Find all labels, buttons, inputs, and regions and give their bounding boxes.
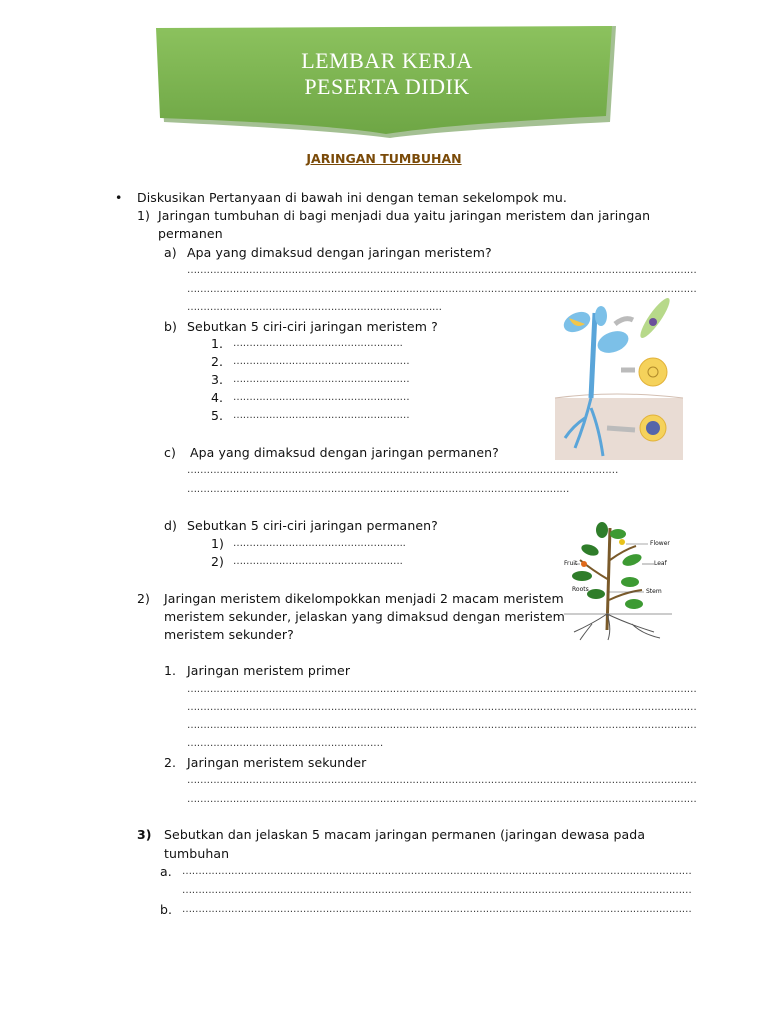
answer-line[interactable]: ………………………………………………………………………………………………………………………………………… [187, 684, 697, 695]
q1a-label: a) [164, 245, 177, 260]
list-number: 1. [211, 336, 224, 351]
answer-line[interactable]: ………………………………………………………………………………………………………………………………………… [187, 265, 697, 276]
answer-line[interactable]: ………………………………………………………………………………………………………………………………………… [182, 866, 692, 877]
q2-1-number: 1. [164, 663, 177, 678]
list-number: 2. [211, 354, 224, 369]
answer-line[interactable]: ………………………………………………………………………………………………………………………………………… [182, 885, 692, 896]
answer-line[interactable]: …………………………………………….. [233, 538, 406, 549]
q2-text-line3: meristem sekunder? [164, 627, 294, 642]
list-number: 2) [211, 554, 225, 569]
answer-line[interactable]: ……………………………………………… [233, 410, 410, 421]
q3a-label: a. [160, 864, 172, 879]
q1d-text: Sebutkan 5 ciri-ciri jaringan permanen? [187, 518, 438, 533]
answer-line[interactable]: ……………………………………………. [233, 556, 403, 567]
answer-line[interactable]: ………………………………………………………………………………………………………………………………………… [187, 775, 697, 786]
q1d-label: d) [164, 518, 178, 533]
q1c-text: Apa yang dimaksud dengan jaringan permanen? [190, 445, 499, 460]
answer-line[interactable]: ………………………………………………………………………………………………………………………………………… [182, 904, 692, 915]
q1-number: 1) [137, 208, 151, 223]
answer-line[interactable]: ……………………………………………. [233, 338, 403, 349]
label-fruit: Fruit [564, 560, 578, 567]
q3b-label: b. [160, 902, 173, 917]
q2-1-text: Jaringan meristem primer [187, 663, 351, 678]
answer-line[interactable]: …………………………………………………………………… [187, 302, 442, 313]
label-flower: Flower [650, 540, 670, 547]
q1-text-line2: permanen [158, 226, 223, 241]
q2-2-number: 2. [164, 755, 177, 770]
list-number: 4. [211, 390, 224, 405]
list-number: 5. [211, 408, 224, 423]
answer-line[interactable]: ……………………………………………………………………………………………………… [187, 484, 570, 495]
answer-line[interactable]: ……………………………………………… [233, 374, 410, 385]
label-stem: Stem [646, 588, 662, 595]
q1b-text: Sebutkan 5 ciri-ciri jaringan meristem ? [187, 319, 438, 334]
answer-line[interactable]: ………………………………………………………………………………………………………………………………………… [187, 284, 697, 295]
q1c-label: c) [164, 445, 176, 460]
meristem-diagram-figure [555, 298, 685, 460]
q2-2-text: Jaringan meristem sekunder [187, 755, 367, 770]
answer-line[interactable]: …………………………………………………………………………………………………………………… [187, 465, 619, 476]
q1-text-line1: Jaringan tumbuhan di bagi menjadi dua yaitu jaringan meristem dan jaringan [158, 208, 651, 223]
plant-parts-figure [562, 520, 688, 642]
list-number: 1) [211, 536, 225, 551]
answer-line[interactable]: ………………………………………………………………………………………………………………………………………… [187, 720, 697, 731]
q3-number: 3) [137, 827, 152, 842]
q2-number: 2) [137, 591, 151, 606]
q3-text-line1: Sebutkan dan jelaskan 5 macam jaringan permanen (jaringan dewasa pada [164, 827, 646, 842]
q1a-text: Apa yang dimaksud dengan jaringan meristem? [187, 245, 492, 260]
answer-line[interactable]: ………………………………………………………………………………………………………………………………………… [187, 702, 697, 713]
page-title [150, 48, 624, 100]
title-line-1: LEMBAR KERJA [301, 48, 473, 73]
answer-line[interactable]: …………………………………………………… [187, 738, 384, 749]
label-roots: Roots [572, 586, 589, 593]
section-subtitle: JARINGAN TUMBUHAN [306, 151, 462, 166]
q3-text-line2: tumbuhan [164, 846, 230, 861]
q2-text-line1: Jaringan meristem dikelompokkan menjadi 2 macam meristem [164, 591, 564, 606]
bullet: • [115, 190, 123, 205]
intro-text: Diskusikan Pertanyaan di bawah ini dengan teman sekelompok mu. [137, 190, 567, 205]
answer-line[interactable]: ………………………………………………………………………………………………………………………………………… [187, 794, 697, 805]
answer-line[interactable]: ……………………………………………… [233, 392, 410, 403]
answer-line[interactable]: ……………………………………………… [233, 356, 410, 367]
list-number: 3. [211, 372, 224, 387]
label-leaf: Leaf [654, 560, 667, 567]
title-line-2: PESERTA DIDIK [304, 74, 470, 99]
q2-text-line2: meristem sekunder, jelaskan yang dimaksud dengan meristem [164, 609, 565, 624]
q1b-label: b) [164, 319, 178, 334]
